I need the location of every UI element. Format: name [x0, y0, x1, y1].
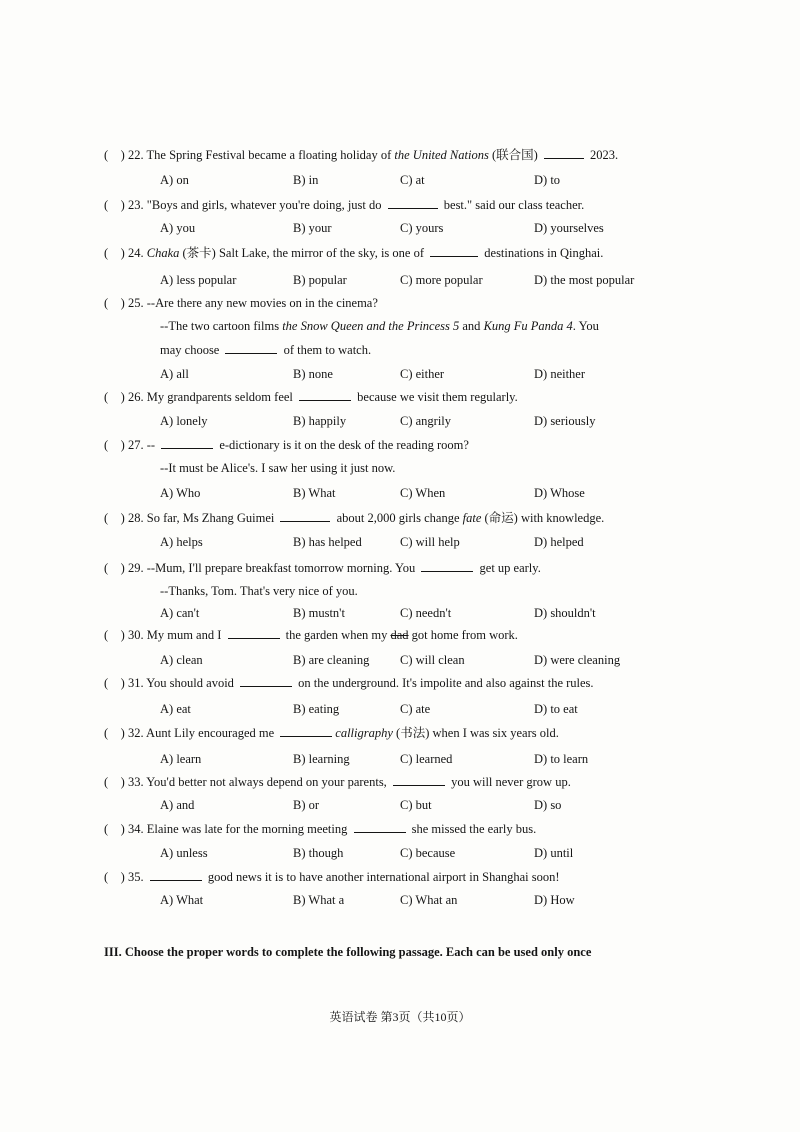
option-d[interactable]: D) to learn — [534, 752, 589, 766]
question-33 — [0, 773, 800, 791]
option-c[interactable]: C) What an — [400, 893, 458, 907]
option-b[interactable]: B) learning — [293, 752, 350, 766]
option-d[interactable]: D) How — [534, 893, 575, 907]
option-c[interactable]: C) will help — [400, 535, 460, 549]
question-29-line2: --Thanks, Tom. That's very nice of you. — [160, 584, 358, 598]
answer-blank — [544, 146, 584, 159]
options-32 — [0, 750, 800, 768]
option-c[interactable]: C) ate — [400, 702, 431, 716]
option-d[interactable]: D) yourselves — [534, 221, 604, 235]
option-d[interactable]: D) shouldn't — [534, 606, 596, 620]
question-stem: 22. The Spring Festival became a floating holiday of the United Nations (联合国) 2023. — [128, 148, 619, 162]
question-stem: 30. My mum and I the garden when my dad got home from work. — [128, 628, 518, 642]
option-c[interactable]: C) more popular — [400, 273, 483, 287]
option-c[interactable]: C) yours — [400, 221, 444, 235]
question-23 — [0, 196, 800, 214]
answer-bracket[interactable]: ( ) — [104, 628, 125, 642]
question-stem: 33. You'd better not always depend on your parents, you will never grow up. — [128, 775, 571, 789]
answer-bracket[interactable]: ( ) — [104, 198, 125, 212]
answer-blank — [421, 559, 473, 572]
option-a[interactable]: A) helps — [160, 535, 203, 549]
question-28 — [0, 509, 800, 527]
page-footer: 英语试卷 第3页（共10页） — [329, 1010, 471, 1024]
answer-blank — [430, 244, 478, 257]
option-d[interactable]: D) Whose — [534, 486, 585, 500]
options-33 — [0, 796, 800, 814]
answer-blank — [161, 436, 213, 449]
option-b[interactable]: B) popular — [293, 273, 347, 287]
options-25 — [0, 365, 800, 383]
answer-bracket[interactable]: ( ) — [104, 822, 125, 836]
question-stem: 34. Elaine was late for the morning meeting she missed the early bus. — [128, 822, 537, 836]
answer-bracket[interactable]: ( ) — [104, 561, 125, 575]
option-c[interactable]: C) either — [400, 367, 445, 381]
question-25-line2: --The two cartoon films the Snow Queen and the Princess 5 and Kung Fu Panda 4. You — [160, 319, 599, 333]
question-stem: 28. So far, Ms Zhang Guimei about 2,000 girls change fate (命运) with knowledge. — [128, 511, 605, 525]
option-d[interactable]: D) seriously — [534, 414, 596, 428]
question-stem: 31. You should avoid on the underground. It's impolite and also against the rules. — [128, 676, 594, 690]
question-stem: 27. -- e-dictionary is it on the desk of the reading room? — [128, 438, 469, 452]
answer-bracket[interactable]: ( ) — [104, 511, 125, 525]
option-c[interactable]: C) at — [400, 173, 425, 187]
option-d[interactable]: D) so — [534, 798, 562, 812]
option-b[interactable]: B) or — [293, 798, 320, 812]
question-27 — [0, 436, 800, 454]
question-stem: 35. good news it is to have another international airport in Shanghai soon! — [128, 870, 560, 884]
answer-blank — [240, 674, 292, 687]
answer-blank — [150, 868, 202, 881]
option-a[interactable]: A) on — [160, 173, 189, 187]
options-34 — [0, 844, 800, 862]
option-c[interactable]: C) angrily — [400, 414, 452, 428]
option-b[interactable]: B) in — [293, 173, 319, 187]
option-b[interactable]: B) are cleaning — [293, 653, 370, 667]
option-d[interactable]: D) to — [534, 173, 561, 187]
question-25-line3: may choose of them to watch. — [160, 343, 372, 357]
answer-bracket[interactable]: ( ) — [104, 390, 125, 404]
options-26 — [0, 412, 800, 430]
option-d[interactable]: D) neither — [534, 367, 586, 381]
question-32 — [0, 724, 800, 742]
answer-bracket[interactable]: ( ) — [104, 148, 125, 162]
answer-bracket[interactable]: ( ) — [104, 726, 125, 740]
question-stem: 26. My grandparents seldom feel because we visit them regularly. — [128, 390, 518, 404]
question-22 — [0, 146, 800, 164]
option-b[interactable]: B) has helped — [293, 535, 362, 549]
answer-bracket[interactable]: ( ) — [104, 438, 125, 452]
option-b[interactable]: B) eating — [293, 702, 340, 716]
options-29 — [0, 604, 800, 622]
options-31 — [0, 700, 800, 718]
option-a[interactable]: A) clean — [160, 653, 203, 667]
answer-blank — [299, 388, 351, 401]
options-22 — [0, 171, 800, 189]
options-24 — [0, 271, 800, 289]
answer-bracket[interactable]: ( ) — [104, 870, 125, 884]
options-35 — [0, 891, 800, 909]
option-d[interactable]: D) until — [534, 846, 574, 860]
options-23 — [0, 219, 800, 237]
question-26 — [0, 388, 800, 406]
option-d[interactable]: D) the most popular — [534, 273, 635, 287]
option-a[interactable]: A) Who — [160, 486, 201, 500]
option-d[interactable]: D) helped — [534, 535, 584, 549]
option-a[interactable]: A) can't — [160, 606, 200, 620]
option-a[interactable]: A) and — [160, 798, 195, 812]
option-d[interactable]: D) were cleaning — [534, 653, 621, 667]
question-34 — [0, 820, 800, 838]
option-c[interactable]: C) because — [400, 846, 456, 860]
option-a[interactable]: A) learn — [160, 752, 202, 766]
option-c[interactable]: C) needn't — [400, 606, 452, 620]
question-stem: 25. --Are there any new movies on in the cinema? — [128, 296, 378, 310]
answer-bracket[interactable]: ( ) — [104, 296, 125, 310]
option-a[interactable]: A) eat — [160, 702, 191, 716]
question-stem: 23. "Boys and girls, whatever you're doing, just do best." said our class teacher. — [128, 198, 585, 212]
answer-blank — [354, 820, 406, 833]
option-a[interactable]: A) less popular — [160, 273, 237, 287]
options-28 — [0, 533, 800, 551]
question-stem: 32. Aunt Lily encouraged me calligraphy (书法) when I was six years old. — [128, 726, 559, 740]
question-24 — [0, 244, 800, 262]
question-30 — [0, 626, 800, 644]
question-stem: 24. Chaka (茶卡) Salt Lake, the mirror of the sky, is one of destinations in Qinghai. — [128, 246, 604, 260]
option-a[interactable]: A) lonely — [160, 414, 208, 428]
answer-blank — [280, 724, 332, 737]
option-a[interactable]: A) What — [160, 893, 204, 907]
option-a[interactable]: A) unless — [160, 846, 208, 860]
option-b[interactable]: B) mustn't — [293, 606, 345, 620]
option-c[interactable]: C) but — [400, 798, 432, 812]
option-b[interactable]: B) happily — [293, 414, 347, 428]
option-b[interactable]: B) What a — [293, 893, 345, 907]
options-27 — [0, 484, 800, 502]
answer-blank — [225, 341, 277, 354]
option-c[interactable]: C) learned — [400, 752, 453, 766]
section-title: III. Choose the proper words to complete the following passage. Each can be used only once — [104, 945, 592, 959]
option-a[interactable]: A) you — [160, 221, 196, 235]
option-a[interactable]: A) all — [160, 367, 189, 381]
option-b[interactable]: B) your — [293, 221, 332, 235]
answer-bracket[interactable]: ( ) — [104, 775, 125, 789]
option-c[interactable]: C) When — [400, 486, 446, 500]
question-27-line2: --It must be Alice's. I saw her using it just now. — [160, 461, 396, 475]
question-25 — [0, 294, 800, 312]
answer-bracket[interactable]: ( ) — [104, 676, 125, 690]
answer-bracket[interactable]: ( ) — [104, 246, 125, 260]
question-35 — [0, 868, 800, 886]
question-stem: 29. --Mum, I'll prepare breakfast tomorrow morning. You get up early. — [128, 561, 541, 575]
option-d[interactable]: D) to eat — [534, 702, 578, 716]
option-b[interactable]: B) though — [293, 846, 344, 860]
options-30 — [0, 651, 800, 669]
option-b[interactable]: B) What — [293, 486, 336, 500]
answer-blank — [388, 196, 438, 209]
answer-blank — [393, 773, 445, 786]
answer-blank — [280, 509, 330, 522]
question-29 — [0, 559, 800, 577]
answer-blank — [228, 626, 280, 639]
option-b[interactable]: B) none — [293, 367, 333, 381]
option-c[interactable]: C) will clean — [400, 653, 465, 667]
question-31 — [0, 674, 800, 692]
